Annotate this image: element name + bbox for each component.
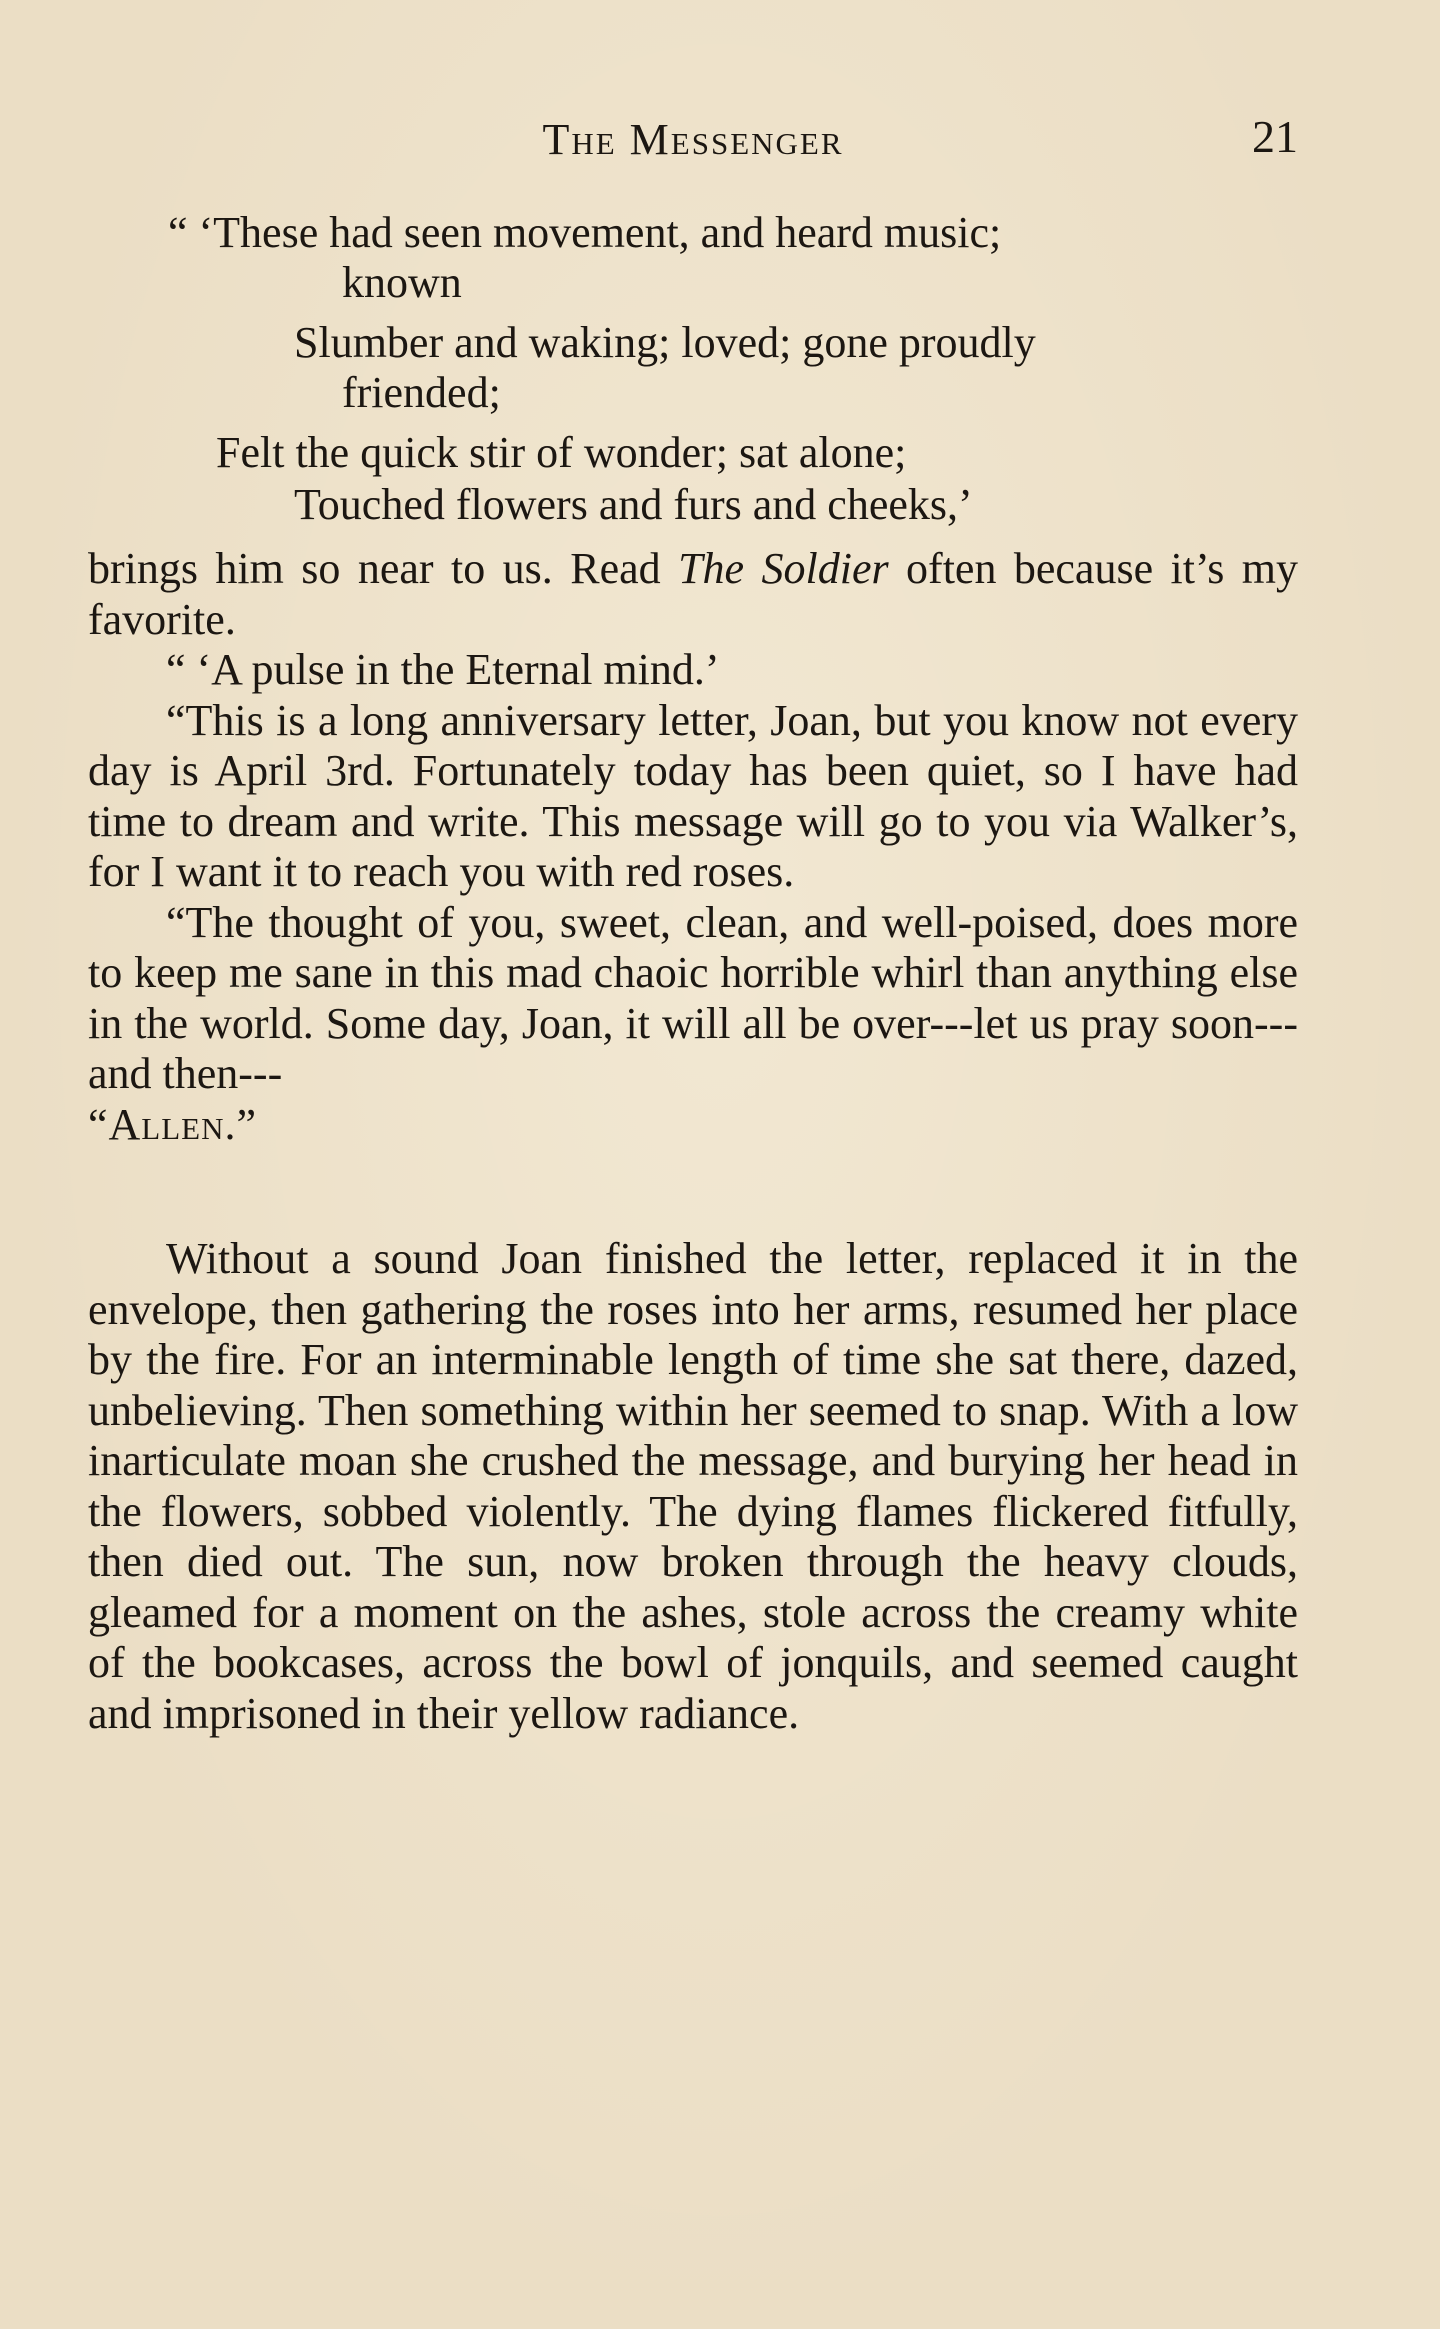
poem-title: The Soldier (678, 544, 889, 593)
page-number: 21 (1252, 111, 1298, 162)
verse-line-2-continuation: friended; (342, 368, 501, 417)
verse-line-2: Slumber and waking; loved; gone proudly (294, 318, 1036, 367)
running-title: The Messenger (542, 115, 844, 164)
paragraph-5: Without a sound Joan finished the letter, replaced it in the envelope, then gathering the roses into her arms, resumed her place by the fire. For an interminable length of time she sat there, dazed, unbelieving. Then something within her seemed to snap. With a low inarticulate moan she crushed the message, and burying her head in the flowers, sobbed violently. The dying flames flickered fitfully, then died out. The sun, now broken through the heavy clouds, gleamed for a moment on the ashes, stole across the creamy white of the bookcases, across the bowl of jonquils, and seemed caught and imprisoned in their yellow radiance. (88, 1234, 1298, 1738)
verse-line-1-continuation: known (342, 258, 462, 307)
paragraph-1-text: brings him so near to us. Read (88, 544, 679, 593)
verse-line-4: Touched flowers and furs and cheeks,’ (294, 480, 973, 529)
verse-line-3: Felt the quick stir of wonder; sat alone; (216, 428, 907, 477)
paragraph-1-text-end: often because it’s my favorite. (88, 544, 1299, 644)
paragraph-1 (88, 544, 1298, 645)
narrative (88, 1234, 1298, 1739)
paragraph-3: “This is a long anniversary letter, Joan, but you know not every day is April 3rd. Fortunately today has been quiet, so I have had time to dream and write. This message will go to you via Walker’s, for I want it to reach you with red roses. (88, 695, 1298, 896)
running-head (88, 110, 1298, 170)
verse-line-1: “ ‘These had seen movement, and heard music; (168, 208, 1002, 257)
paragraph-2: “ ‘A pulse in the Eternal mind.’ (166, 645, 720, 694)
paragraph-4: “The thought of you, sweet, clean, and well-poised, does more to keep me sane in this mad chaoic horrible whirl than anything else in the world. Some day, Joan, it will all be over---let us pray soon---and then--- (88, 897, 1298, 1098)
letter-body (88, 544, 1298, 1150)
signature: “Allen.” (88, 1099, 258, 1149)
